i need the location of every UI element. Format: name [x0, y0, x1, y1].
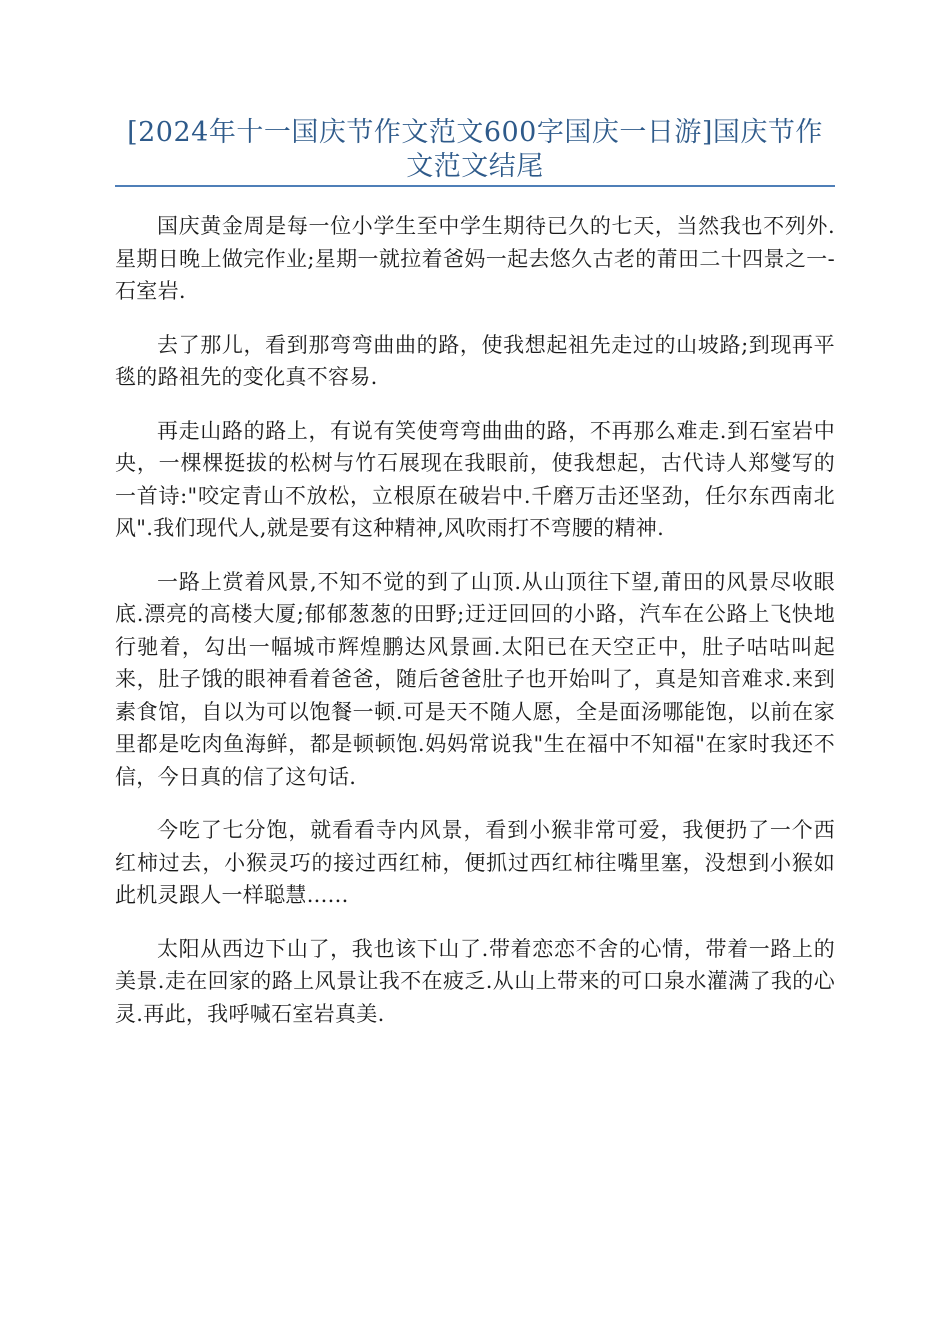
document-title: [2024年十一国庆节作文范文600字国庆一日游]国庆节作文范文结尾	[127, 117, 823, 182]
paragraph: 国庆黄金周是每一位小学生至中学生期待已久的七天，当然我也不列外.星期日晚上做完作业;星期一就拉着爸妈一起去悠久古老的莆田二十四景之一-石室岩.	[115, 214, 835, 303]
paragraph: 一路上赏着风景,不知不觉的到了山顶.从山顶往下望,莆田的风景尽收眼底.漂亮的高楼大厦;郁郁葱葱的田野;迂迂回回的小路，汽车在公路上飞快地行驰着，勾出一幅城市辉煌鹏达风景画.太阳已在天空正中，肚子咕咕叫起来，肚子饿的眼神看着爸爸，随后爸爸肚子也开始叫了，真是知音难求.来到素食馆，自以为可以饱餐一顿.可是天不随人愿，全是面汤哪能饱，以前在家里都是吃肉鱼海鲜，都是顿顿饱.妈妈常说我"生在福中不知福"在家时我还不信，今日真的信了这句话.	[115, 569, 835, 789]
document-body	[115, 210, 835, 1051]
paragraph: 今吃了七分饱，就看看寺内风景，看到小猴非常可爱，我便扔了一个西红柿过去，小猴灵巧的接过西红柿，便抓过西红柿往嘴里塞，没想到小猴如此机灵跟人一样聪慧......	[115, 818, 835, 907]
paragraph: 太阳从西边下山了，我也该下山了.带着恋恋不舍的心情，带着一路上的美景.走在回家的路上风景让我不在疲乏.从山上带来的可口泉水灌满了我的心灵.再此，我呼喊石室岩真美.	[115, 936, 835, 1026]
paragraph: 再走山路的路上，有说有笑使弯弯曲曲的路，不再那么难走.到石室岩中央，一棵棵挺拔的松树与竹石展现在我眼前，使我想起，古代诗人郑燮写的一首诗:"咬定青山不放松，立根原在破岩中.千磨万击还坚劲，任尔东西南北风".我们现代人,就是要有这种精神,风吹雨打不弯腰的精神.	[115, 418, 835, 540]
paragraph: 去了那儿，看到那弯弯曲曲的路，使我想起祖先走过的山坡路;到现再平毯的路祖先的变化真不容易.	[115, 332, 835, 389]
title-divider	[115, 185, 835, 187]
